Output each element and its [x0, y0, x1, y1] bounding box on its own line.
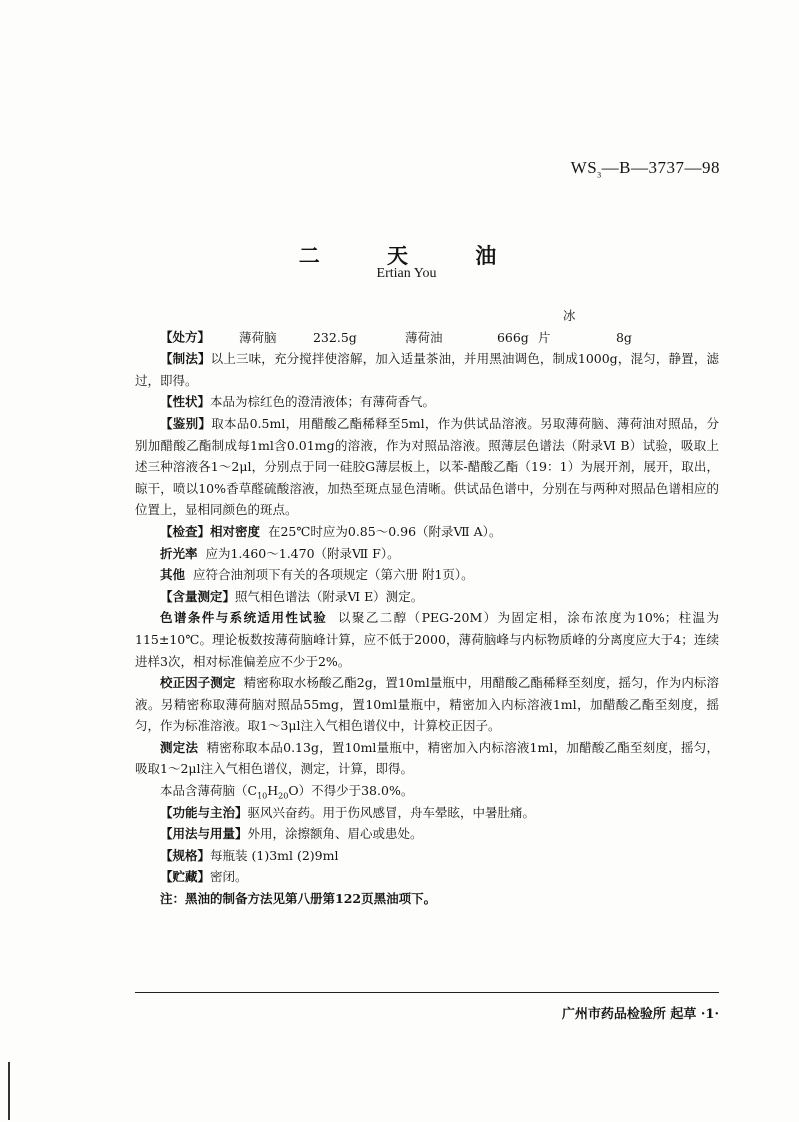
usage-section: 【用法与用量】外用，涂擦额角、眉心或患处。 [160, 826, 423, 842]
storage-section: 【贮藏】密闭。 [160, 869, 248, 885]
footer-rule [135, 992, 719, 993]
function-section: 【功能与主治】驱风兴奋药。用于伤风感冒，舟车晕眩，中暑肚痛。 [160, 804, 536, 820]
page-title: 二 天 油 [298, 243, 527, 268]
monograph-body [135, 305, 719, 910]
other-section: 其他 应符合油剂项下有关的各项规定（第六册 附1页）。 [160, 567, 474, 583]
spec-section: 【规格】每瓶装 (1)3ml (2)9ml [160, 847, 339, 863]
footer-credit: 广州市药品检验所 起草 ·1· [561, 1007, 719, 1022]
scan-edge-mark [8, 1062, 10, 1120]
standard-number: $WS_3—B—3737—98$ [570, 158, 720, 180]
assay-section: 【含量测定】照气相色谱法（附录Ⅵ E）测定。 [160, 588, 424, 604]
properties-section: 【性状】本品为棕红色的澄清液体；有薄荷香气。 [160, 394, 436, 410]
chromatography-section: 色谱条件与系统适用性试验 以聚乙二醇（PEG-20M）为固定相，涂布浓度为10%；柱温为115±10℃。理论板数按薄荷脑峰计算，应不低于2000，薄荷脑峰与内标物质峰的分离度应大于4；连续进样3次，相对标准偏差应不少于2%。 [135, 610, 719, 669]
refraction-section: 折光率 应为1.460～1.470（附录Ⅶ F）。 [160, 545, 400, 561]
check-section: 【检查】相对密度 在25℃时应为0.85～0.96（附录Ⅶ A）。 [160, 523, 502, 539]
preparation-section: 【制法】以上三味，充分搅拌使溶解，加入适量茶油，并用黑油调色，制成1000g，混匀，静置，滤过，即得。 [135, 351, 719, 388]
page-subtitle: Ertian You [376, 266, 437, 281]
note-section: 注：黑油的制备方法见第八册第122页黑油项下。 [160, 891, 437, 907]
content-limit: 本品含薄荷脑$(C_{10}H_{20}O)$不得少于38.0%。 [160, 783, 414, 801]
calibration-section: 校正因子测定 精密称取水杨酸乙酯2g，置10ml量瓶中，用醋酸乙酯稀释至刻度，摇匀，作为内标溶液。另精密称取薄荷脑对照品55mg，置10ml量瓶中，精密加入内标溶液1ml，加醋酸乙酯至刻度，摇匀，作为标准溶液。取1～3μl注入气相色谱仪中，计算校正因子。 [135, 675, 719, 734]
formula-section: 【处方】 薄荷脑 232.5g 薄荷油 666g 冰片 8g [160, 308, 632, 345]
measurement-section: 测定法 精密称取本品0.13g，置10ml量瓶中，精密加入内标溶液1ml，加醋酸乙酯至刻度，摇匀，吸取1～2μl注入气相色谱仪，测定，计算，即得。 [135, 739, 719, 777]
identification-section: 【鉴别】取本品0.5ml，用醋酸乙酯稀释至5ml，作为供试品溶液。另取薄荷脑、薄荷油对照品，分别加醋酸乙酯制成每1ml含0.01mg的溶液，作为对照品溶液。照薄层色谱法（附录Ⅵ B）试验，吸取上述三种溶液各1～2μl，分别点于同一硅胶G薄层板上，以苯-醋酸乙酯（19：1）为展开剂，展开，取出，晾干，喷以10%香草醛硫酸溶液，加热至斑点显色清晰。供试品色谱中，分别在与两种对照品色谱相应的位置上，显相同颜色的斑点。 [135, 415, 719, 518]
